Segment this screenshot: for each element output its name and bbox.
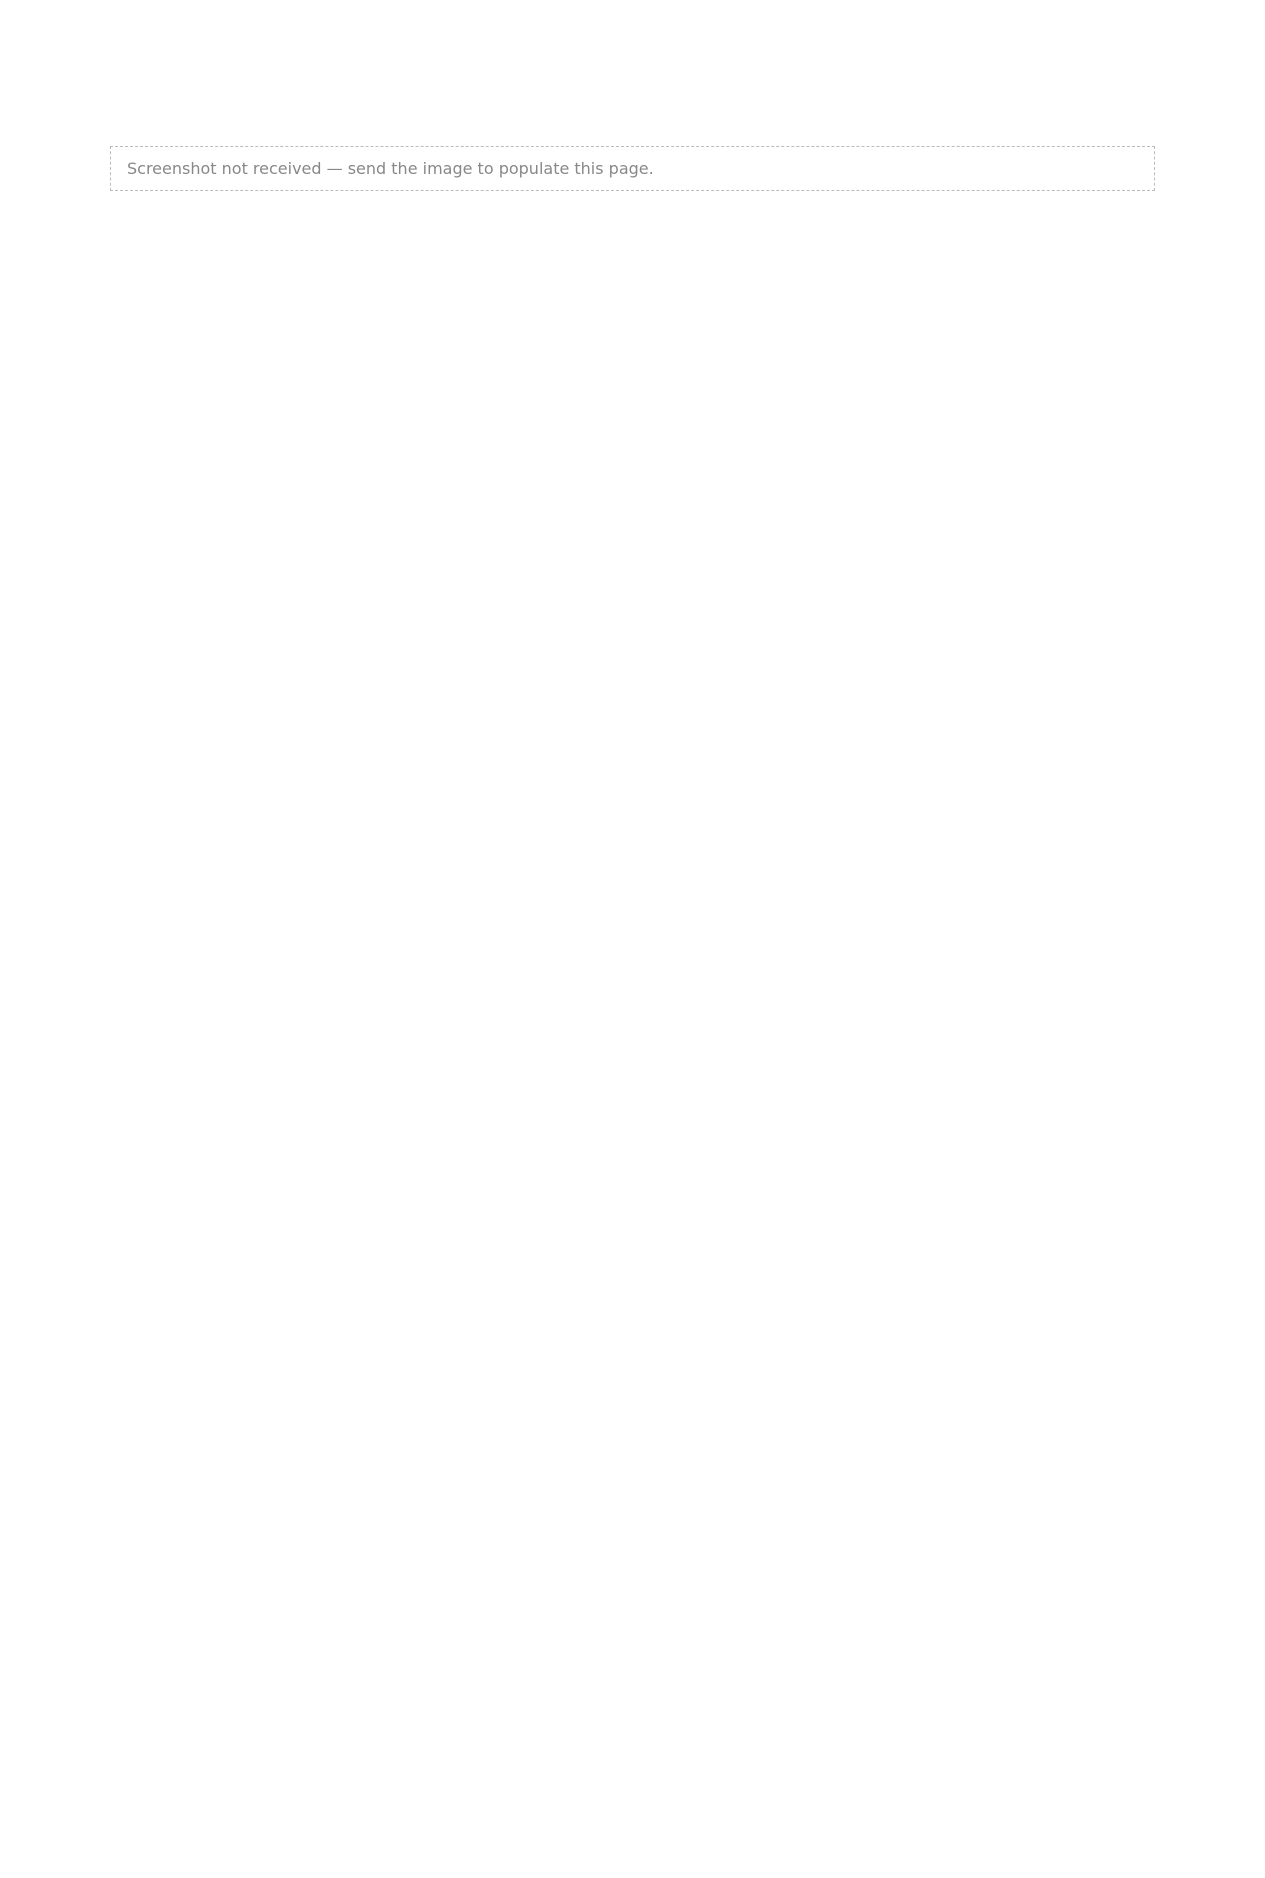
placeholder-note: Screenshot not received — send the image to populate this page.: [110, 146, 1155, 191]
running-head: [110, 90, 1155, 114]
